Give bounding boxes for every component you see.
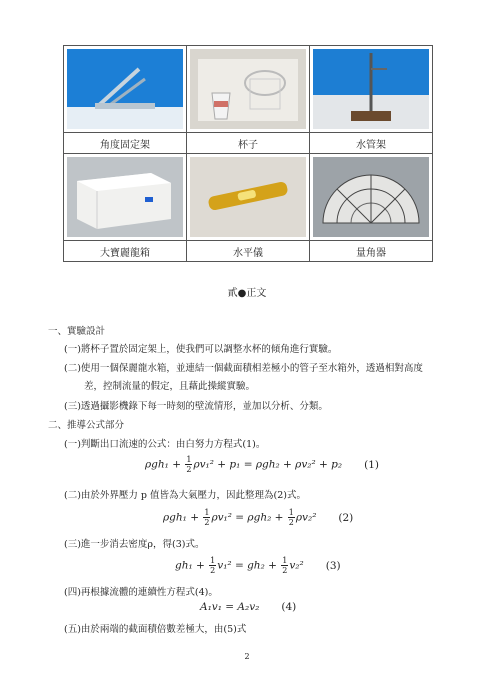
spirit-level-photo — [190, 157, 306, 237]
caption-foam-box: 大寶麗龍箱 — [64, 241, 187, 262]
paragraph-1: (一)將杯子置於固定架上，使我們可以調整水杯的傾角進行實驗。 — [64, 344, 338, 355]
equation-2: ρgh₁ + $\frac{1}{2}$ ρv₁² = ρgh₂ + $\frac{1}{2}$ ρv₂² (2) — [163, 508, 354, 527]
paragraph-2a: (二)使用一個保麗龍水箱，並連結一個截面積相差極小的管子至水箱外，透過相對高度 — [64, 363, 423, 374]
equation-4: A₁v₁ = A₂v₂ (4) — [200, 601, 297, 613]
fraction: $\frac{1}{2}$ — [186, 455, 192, 474]
step-2: (二)由於外界壓力 p 值皆為大氣壓力，因此整理為(2)式。 — [64, 490, 306, 501]
photo-cell — [310, 46, 433, 133]
caption-protractor: 量角器 — [310, 241, 433, 262]
heading-derivation: 二、推導公式部分 — [48, 420, 125, 431]
equation-number: (2) — [338, 511, 354, 524]
angle-holder-photo — [67, 49, 183, 129]
cup-photo — [190, 49, 306, 129]
paragraph-3: (三)透過攝影機錄下每一時刻的壁流情形，並加以分析、分類。 — [64, 401, 328, 412]
fraction: $\frac{1}{2}$ — [282, 556, 288, 575]
caption-angle-holder: 角度固定架 — [64, 133, 187, 154]
equipment-photo-table — [63, 45, 433, 262]
photo-cell — [187, 154, 310, 241]
fraction: $\frac{1}{2}$ — [288, 508, 294, 527]
protractor-photo — [313, 157, 429, 237]
photo-cell — [64, 154, 187, 241]
photo-cell — [64, 46, 187, 133]
caption-cup: 杯子 — [187, 133, 310, 154]
equation-3: gh₁ + $\frac{1}{2}$ v₁² = gh₂ + $\frac{1}{2}$ v₂² (3) — [175, 556, 341, 575]
caption-spirit-level: 水平儀 — [187, 241, 310, 262]
fraction: $\frac{1}{2}$ — [204, 508, 210, 527]
caption-tube-stand: 水管架 — [310, 133, 433, 154]
fraction: $\frac{1}{2}$ — [210, 556, 216, 575]
step-4: (四)再根據流體的連續性方程式(4)。 — [64, 587, 218, 598]
heading-experiment-design: 一、實驗設計 — [48, 326, 106, 337]
equation-number: (3) — [325, 559, 341, 572]
tube-stand-photo — [313, 49, 429, 129]
foam-box-photo — [67, 157, 183, 237]
step-1: (一)判斷出口流速的公式：由白努力方程式(1)。 — [64, 439, 266, 450]
equation-number: (1) — [364, 458, 379, 471]
page-number: 2 — [244, 652, 250, 661]
paragraph-2b: 差，控制流量的假定，且藉此操縱實驗。 — [84, 381, 256, 392]
step-5: (五)由於兩端的截面積倍數差極大，由(5)式 — [64, 624, 247, 635]
photo-cell — [187, 46, 310, 133]
section-title: 貳●正文 — [227, 288, 267, 299]
step-3: (三)進一步消去密度ρ，得(3)式。 — [64, 539, 205, 550]
photo-cell — [310, 154, 433, 241]
equation-number: (4) — [281, 601, 297, 613]
equation-1: ρgh₁ + $\frac{1}{2}$ ρv₁² + p₁ = ρgh₂ + ρv₂² + p₂ (1) — [145, 455, 379, 474]
